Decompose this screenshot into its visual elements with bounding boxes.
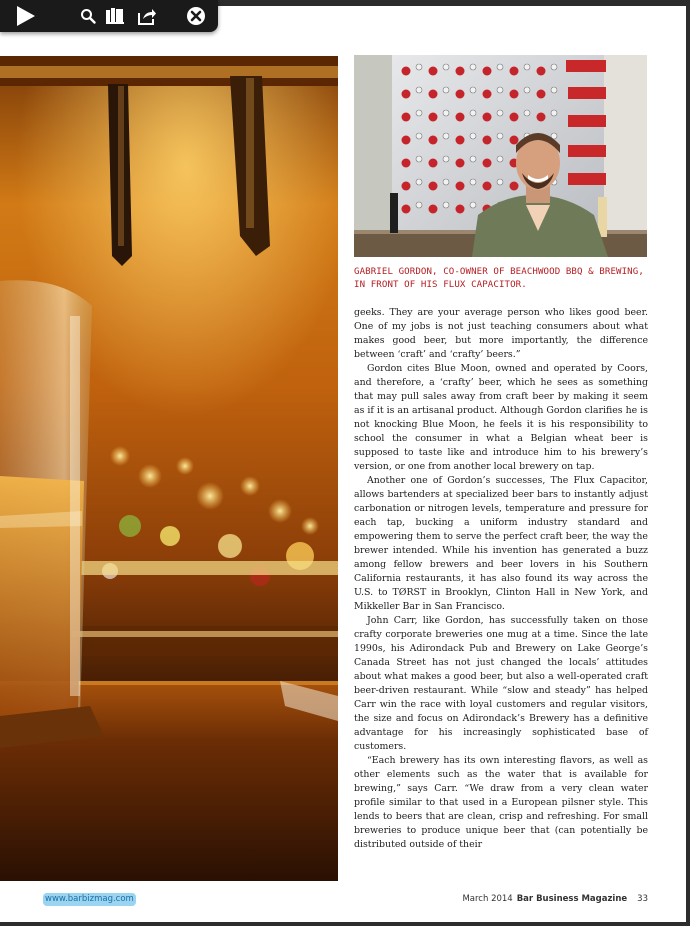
pressure-gauge: [416, 156, 422, 162]
tap-knob: [510, 90, 519, 99]
tap-knob: [483, 159, 492, 168]
pressure-gauge: [497, 87, 503, 93]
tap-knob: [456, 136, 465, 145]
tap-knob: [402, 136, 411, 145]
pressure-gauge: [524, 110, 530, 116]
pressure-gauge: [443, 87, 449, 93]
tap-knob: [429, 136, 438, 145]
tap-knob: [429, 159, 438, 168]
pressure-gauge: [443, 202, 449, 208]
magazine-name: Bar Business Magazine: [516, 894, 628, 904]
pressure-gauge: [443, 179, 449, 185]
website-link[interactable]: www.barbizmag.com: [45, 894, 134, 904]
pressure-gauge: [551, 110, 557, 116]
tap-knob: [402, 205, 411, 214]
pressure-gauge: [497, 110, 503, 116]
tap-knob: [510, 67, 519, 76]
pressure-gauge: [416, 64, 422, 70]
pressure-gauge: [443, 133, 449, 139]
pressure-gauge: [497, 156, 503, 162]
tap-knob: [429, 113, 438, 122]
search-button[interactable]: [78, 4, 98, 28]
library-button[interactable]: [104, 4, 126, 28]
tap-knob: [402, 159, 411, 168]
tap-knob: [537, 90, 546, 99]
pressure-gauge: [443, 64, 449, 70]
tap-knob: [402, 113, 411, 122]
tap-knob: [537, 113, 546, 122]
search-icon: [80, 8, 96, 24]
tap-knob: [429, 182, 438, 191]
pressure-gauge: [416, 87, 422, 93]
tap-knob: [456, 159, 465, 168]
pressure-gauge: [551, 87, 557, 93]
pressure-gauge: [416, 179, 422, 185]
tap-knob: [483, 136, 492, 145]
pressure-gauge: [497, 64, 503, 70]
tap-knob: [456, 67, 465, 76]
article-paragraph: Another one of Gordon’s successes, The Flux Capacitor, allows bartenders at specialized beer bars to instantly adjust carbonation or nitrogen levels, temperature and pressure for each tap, bucking a uniform industry standard and empowering them to serve the perfect craft beer, the way the brewer intended. While his invention has generated a buzz among fellow brewers and beer lovers in his Southern California restaurants, it has also found its way across the U.S. to TØRST in Brooklyn, Clinton Hall in New York, and Mikkeller Bar in San Francisco.: [354, 475, 648, 612]
pressure-gauge: [443, 156, 449, 162]
article-paragraph: Gordon cites Blue Moon, owned and operated by Coors, and therefore, a ‘crafty’ beer, which he sees as something that may pull sales away from craft beer by making it seem as if it is an artisanal product. Although Gordon clarifies he is not knocking Blue Moon, he feels it is his responsibility to school the consumer in what a Belgian wheat beer is supposed to taste like and introduce him to his brewery’s version, or one from another local brewery on tap.: [354, 363, 648, 472]
pressure-gauge: [416, 110, 422, 116]
tap-knob: [483, 113, 492, 122]
pressure-gauge: [470, 179, 476, 185]
close-icon: [186, 6, 206, 26]
share-icon: [137, 7, 157, 25]
tap-knob: [510, 182, 519, 191]
tap-knob: [510, 113, 519, 122]
pressure-gauge: [497, 179, 503, 185]
pressure-gauge: [416, 202, 422, 208]
pressure-gauge: [470, 133, 476, 139]
pressure-gauge: [470, 156, 476, 162]
page-number: 33: [637, 894, 648, 904]
tap-knob: [429, 90, 438, 99]
article-paragraph: geeks. They are your average person who likes good beer. One of my jobs is not just teaching consumers about what makes good beer, but more importantly, the difference between ‘craft’ and ‘crafty’ beers.”: [354, 307, 648, 360]
play-button[interactable]: [12, 4, 38, 28]
tap-knob: [483, 90, 492, 99]
tap-knob: [510, 136, 519, 145]
play-icon: [14, 5, 36, 27]
flux-capacitor-photo: [354, 55, 647, 257]
article-body: [354, 306, 648, 852]
pressure-gauge: [470, 64, 476, 70]
page-footer: [462, 893, 648, 906]
pressure-gauge: [470, 87, 476, 93]
tap-knob: [456, 90, 465, 99]
library-icon: [105, 7, 125, 25]
pressure-gauge: [470, 110, 476, 116]
pressure-gauge: [524, 87, 530, 93]
pressure-gauge: [416, 133, 422, 139]
tap-knob: [456, 182, 465, 191]
tap-knob: [483, 67, 492, 76]
bar-photo: [0, 56, 338, 881]
photo-caption: GABRIEL GORDON, CO-OWNER OF BEACHWOOD BBQ & BREWING, IN FRONT OF HIS FLUX CAPACITOR.: [354, 267, 644, 290]
tap-knob: [429, 67, 438, 76]
pressure-gauge: [497, 133, 503, 139]
tap-knob: [537, 67, 546, 76]
tap-knob: [456, 205, 465, 214]
tap-knob: [402, 90, 411, 99]
tap-knob: [402, 67, 411, 76]
issue-date: March 2014: [462, 894, 513, 904]
pressure-gauge: [551, 64, 557, 70]
tap-knob: [402, 182, 411, 191]
pressure-gauge: [470, 202, 476, 208]
close-button[interactable]: [184, 4, 208, 28]
reader-toolbar: [0, 0, 218, 32]
pressure-gauge: [443, 110, 449, 116]
tap-knob: [483, 182, 492, 191]
share-button[interactable]: [136, 4, 158, 28]
article-paragraph: John Carr, like Gordon, has successfully taken on those crafty corporate breweries one mug at a time. Since the late 1990s, his Adirondack Pub and Brewery on Lake George’s Canada Street has not just changed the locals’ attitudes about what makes a good beer, but also a well-operated craft beer-driven restaurant. While “slow and steady” has helped Carr win the race with loyal customers and regular visitors, the size and focus on Adirondack’s Brewery has a definitive advantage for his increasingly sophisticated base of customers.: [354, 615, 648, 752]
article-paragraph: “Each brewery has its own interesting flavors, as well as other elements such as the water that is available for brewing,” says Carr. “We draw from a very clean water profile similar to that used in a European pilsner style. This lends to beers that are clean, crisp and refreshing. For small breweries to produce unique beer that (can potentially be distributed outside of their: [354, 755, 648, 850]
pressure-gauge: [524, 64, 530, 70]
tap-knob: [429, 205, 438, 214]
tap-knob: [456, 113, 465, 122]
